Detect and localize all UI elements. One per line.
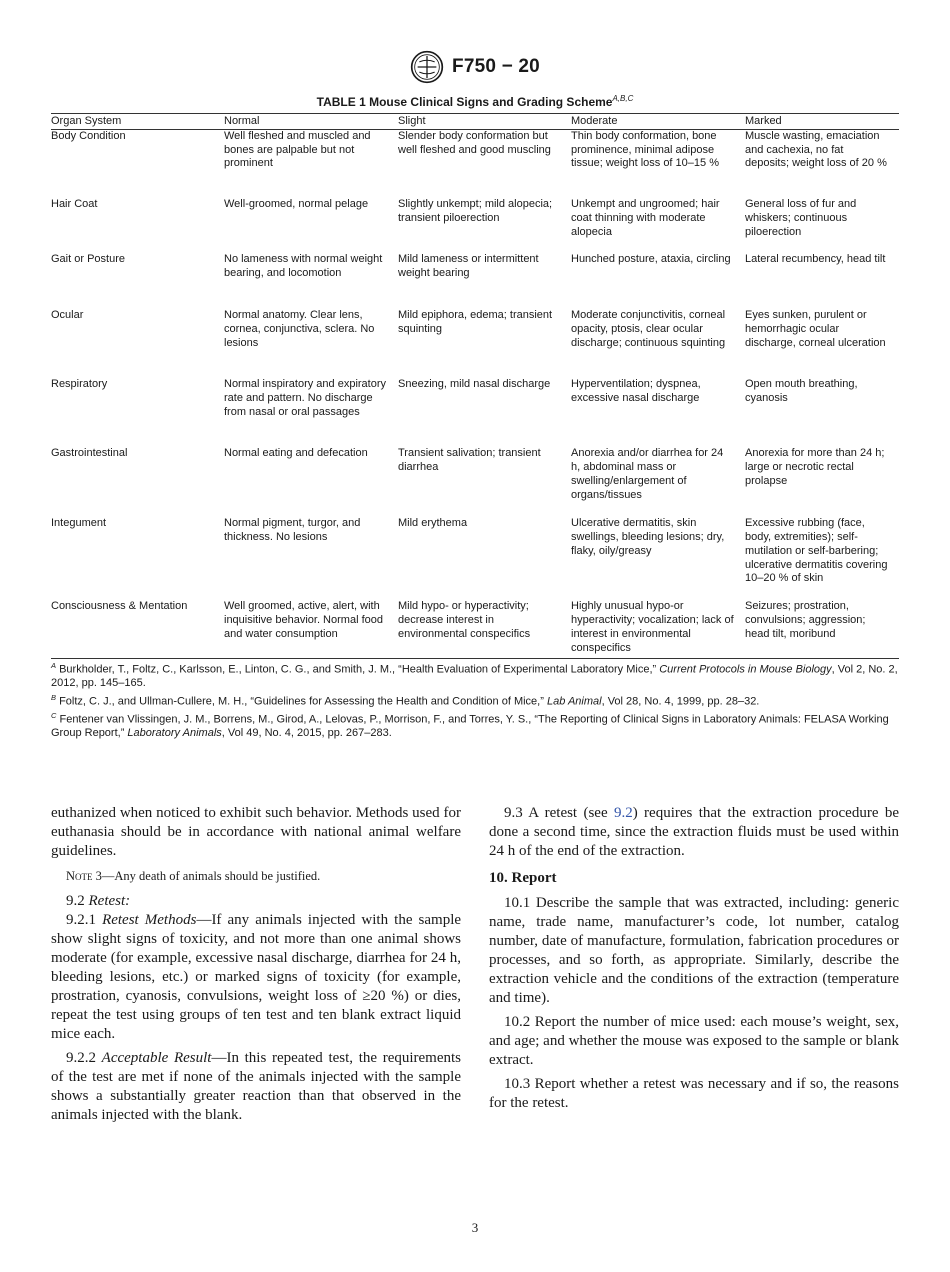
footnote-mark: C <box>51 710 57 720</box>
footnote-text: Burkholder, T., Foltz, C., Karlsson, E., Linton, C. G., and Smith, J. M., “Health Evaluation of Experimental Laboratory Mice,” <box>56 663 660 676</box>
table-cell: Well groomed, active, alert, with inquisitive behavior. Normal food and water consumption <box>224 600 398 658</box>
table-row <box>51 447 899 517</box>
table-cell: Body Condition <box>51 129 126 142</box>
column-header: Organ System <box>51 114 224 130</box>
column-header: Marked <box>745 114 899 130</box>
table-cell: Gastrointestinal <box>51 447 128 460</box>
table-cell: Anorexia and/or diarrhea for 24 h, abdominal mass or swelling/enlargement of organs/tissues <box>571 447 724 501</box>
table-cell: Moderate conjunctivitis, corneal opacity, ptosis, clear ocular discharge; continuous squinting <box>571 309 726 349</box>
column-header: Slight <box>398 114 571 130</box>
section-number: 9.2 <box>66 893 89 909</box>
table-cell: Highly unusual hypo-or hyperactivity; vocalization; lack of interest in environmental conspecifics <box>571 600 745 658</box>
table-cell: Normal anatomy. Clear lens, cornea, conjunctiva, sclera. No lesions <box>224 309 375 349</box>
table-cell: Thin body conformation, bone prominence, minimal adipose tissue; weight loss of 10–15 % <box>571 129 719 170</box>
table-row <box>51 309 899 378</box>
astm-logo-icon <box>410 50 444 84</box>
table-cell: Respiratory <box>51 378 108 391</box>
table-row <box>51 600 899 658</box>
footnote-mark: A <box>51 661 57 670</box>
table-row <box>51 253 899 309</box>
table-cell: Consciousness & Mentation <box>51 600 224 658</box>
section-text: 9.3 A retest (see <box>504 805 614 821</box>
grading-table <box>51 113 899 659</box>
table-cell: Hair Coat <box>51 198 98 211</box>
note-label: Note 3 <box>66 869 102 883</box>
section-number: 9.2.2 <box>66 1050 102 1066</box>
table-row <box>51 198 899 253</box>
table-cell: Ulcerative dermatitis, skin swellings, bleeding lesions; dry, flaky, oily/greasy <box>571 517 725 557</box>
table-cell: Open mouth breathing, cyanosis <box>745 378 858 405</box>
footnote-text: , Vol 49, No. 4, 2015, pp. 267–283. <box>221 726 392 739</box>
section-10-1: 10.1 Describe the sample that was extracted, including: generic name, trade name, manufacturer’s code, lot number, catalog number, date of manufacture, formulation, fabrication procedures or processes, and so forth, as appropriate. Similarly, describe the extraction vehicle and the conditions of the extraction (temperature and time). <box>489 895 899 1006</box>
section-text: ) requires that the extraction procedure be done a second time, since the extraction fluids must be used within 24 h of the end of the extraction. <box>489 805 899 859</box>
footnote-text: Fentener van Vlissingen, J. M., Borrens, M., Girod, A., Lelovas, P., Morrison, F., and Torres, Y. S., “The Reporting of Clinical Signs in Laboratory Animals: FELASA Working Group Report,” <box>51 713 889 739</box>
table-cell: No lameness with normal weight bearing, and locomotion <box>224 253 383 280</box>
table-cell: Gait or Posture <box>51 253 125 266</box>
section-number: 9.2.1 <box>66 912 103 928</box>
table-cell: Seizures; prostration, convulsions; aggression; head tilt, moribund <box>745 600 899 658</box>
table-row <box>51 517 899 600</box>
section-9-2 <box>51 892 461 911</box>
footnote-journal: Current Protocols in Mouse Biology <box>659 663 832 676</box>
section-10-2: 10.2 Report the number of mice used: each mouse’s weight, sex, and age; and whether the mouse was exposed to the sample or blank extract. <box>489 1014 899 1068</box>
left-text-column <box>51 804 461 1130</box>
section-title: Acceptable Result <box>101 1050 212 1066</box>
table-cell: Eyes sunken, purulent or hemorrhagic ocular discharge, corneal ulceration <box>745 309 886 349</box>
footnote-c <box>51 709 899 741</box>
table-caption-text: TABLE 1 Mouse Clinical Signs and Grading Scheme <box>316 95 613 109</box>
table-row <box>51 378 899 447</box>
table-cell: Excessive rubbing (face, body, extremities); self-mutilation or self-barbering; ulcerative dermatitis covering 10–20 % of skin <box>745 517 888 585</box>
table-cell: Normal pigment, turgor, and thickness. No lesions <box>224 517 361 544</box>
table-cell: Normal eating and defecation <box>224 447 368 460</box>
table-cell: Slender body conformation but well fleshed and good muscling <box>398 129 551 156</box>
table-cell: Unkempt and ungroomed; hair coat thinning with moderate alopecia <box>571 198 720 238</box>
table-cell: Slightly unkempt; mild alopecia; transient piloerection <box>398 198 553 225</box>
footnote-text: Foltz, C. J., and Ullman-Cullere, M. H., “Guidelines for Assessing the Health and Condition of Mice,” <box>56 695 547 708</box>
footnote-text: , Vol 28, No. 4, 1999, pp. 28–32. <box>601 695 760 708</box>
table-cell: Mild lameness or intermittent weight bearing <box>398 253 539 280</box>
table-cell: Well-groomed, normal pelage <box>224 198 369 211</box>
column-header: Normal <box>224 114 398 130</box>
footnote-a <box>51 659 899 691</box>
section-9-2-1 <box>51 911 461 1044</box>
table-footnotes <box>51 659 899 740</box>
note-3 <box>51 867 461 886</box>
section-title: Retest: <box>88 893 131 909</box>
table-cell: Well fleshed and muscled and bones are palpable but not prominent <box>224 129 371 170</box>
table-cell: Normal inspiratory and expiratory rate and pattern. No discharge from nasal or oral passages <box>224 378 387 418</box>
section-text: —If any animals injected with the sample show slight signs of toxicity, and not more than one animal shows moderate (for example, excessive nasal discharge, diarrhea for 24 h, bleeding lesions, etc.) or marked signs of toxicity (for example, prostration, cyanosis, convulsions, weight loss of ≥20 %) or dies, repeat the test using groups of ten test and ten blank extract liquid mice each. <box>51 912 462 1042</box>
table-cell: Mild hypo- or hyperactivity; decrease interest in environmental conspecifics <box>398 600 571 658</box>
footnote-journal: Lab Animal <box>546 695 602 708</box>
table-caption-footnote-marks: A,B,C <box>612 94 634 103</box>
section-9-3 <box>489 804 899 861</box>
table-row <box>51 129 899 198</box>
table-cell: Sneezing, mild nasal discharge <box>398 378 551 391</box>
footnote-journal: Laboratory Animals <box>127 726 222 739</box>
table-cell: Muscle wasting, emaciation and cachexia, no fat deposits; weight loss of 20 % <box>745 129 887 170</box>
document-header <box>0 50 950 84</box>
table-cell: Mild epiphora, edema; transient squinting <box>398 309 553 336</box>
section-title: Retest Methods <box>102 912 197 928</box>
footnote-mark: B <box>51 692 57 702</box>
table-cell: Anorexia for more than 24 h; large or necrotic rectal prolapse <box>745 447 885 487</box>
note-text: —Any death of animals should be justified. <box>101 869 321 883</box>
section-10-3: 10.3 Report whether a retest was necessary and if so, the reasons for the retest. <box>489 1076 899 1111</box>
table-cell: General loss of fur and whiskers; continuous piloerection <box>745 198 857 238</box>
column-header: Moderate <box>571 114 745 130</box>
table-cell: Hyperventilation; dyspnea, excessive nasal discharge <box>571 378 701 405</box>
right-text-column <box>489 804 899 1118</box>
section-9-2-2 <box>51 1049 461 1125</box>
paragraph-euthanasia: euthanized when noticed to exhibit such behavior. Methods used for euthanasia should be in accordance with national animal welfare guidelines. <box>51 805 461 859</box>
section-text: —In this repeated test, the requirements of the test are met if none of the animals injected with the sample shows a substantially greater reaction than that observed in the animals injected with the blank. <box>51 1050 461 1123</box>
table-header-row <box>51 114 899 130</box>
table-cell: Integument <box>51 517 107 530</box>
table-cell: Hunched posture, ataxia, circling <box>571 253 731 266</box>
table-cell: Lateral recumbency, head tilt <box>745 253 886 266</box>
table-caption <box>51 94 899 109</box>
page-number: 3 <box>471 1220 479 1235</box>
section-link-9-2[interactable]: 9.2 <box>613 805 633 821</box>
document-id: F750 − 20 <box>452 56 540 77</box>
table-cell: Ocular <box>51 309 84 322</box>
table-cell: Mild erythema <box>398 517 468 530</box>
footnote-text: , Vol 2, No. 2, 2012, pp. 145–165. <box>51 663 898 690</box>
section-heading-report: 10. Report <box>489 870 557 886</box>
table-cell: Transient salivation; transient diarrhea <box>398 447 541 474</box>
footnote-b <box>51 691 899 709</box>
